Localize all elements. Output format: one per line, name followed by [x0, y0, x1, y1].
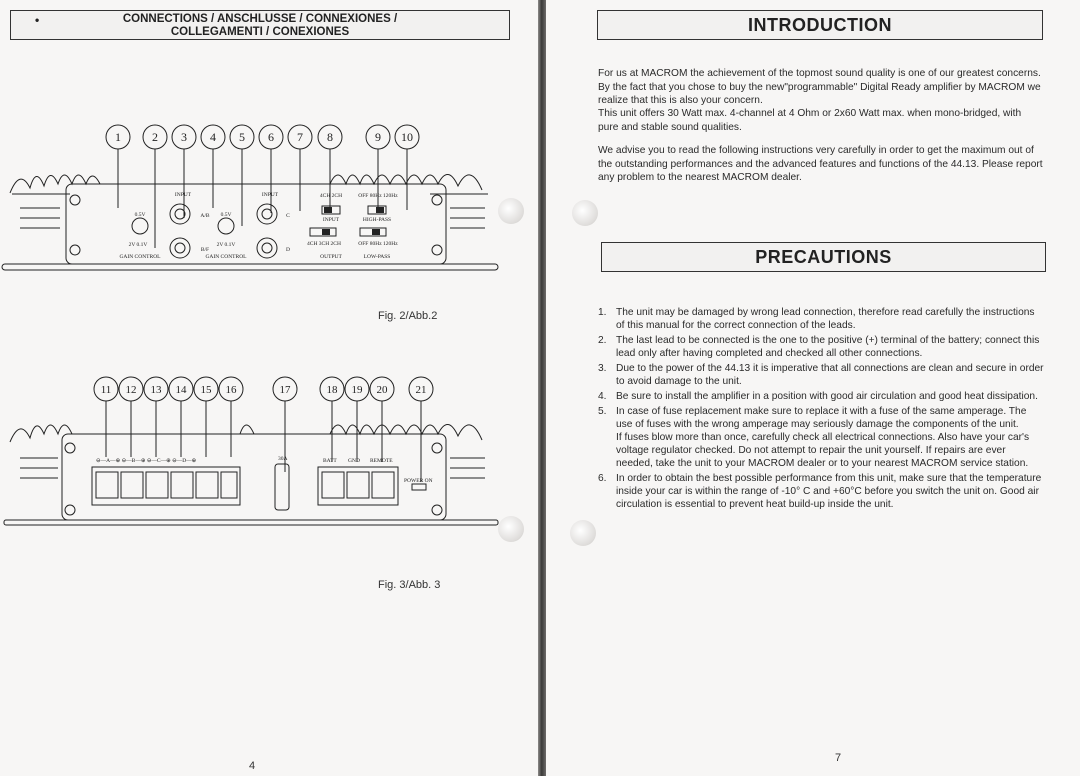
power-led	[412, 484, 426, 490]
precaution-number: 3.	[598, 363, 607, 374]
left-page-number: 4	[249, 760, 256, 772]
label-high-pass: HIGH-PASS	[362, 217, 392, 223]
label-batt: BATT	[323, 458, 337, 464]
precaution-text: Be sure to install the amplifier in a position with good air circulation and good heat dissipation.	[616, 391, 1038, 402]
precaution-text: In order to obtain the best possible performance from this unit, make sure that the temperature inside your car is within the range of -10° C and +60°C before you switch the unit on. Good air circulation is essential to prevent heat build-up inside the unit.	[616, 473, 1042, 510]
callout-5: 5	[239, 130, 245, 144]
label-gain-range-right: 2V 0.1V	[216, 242, 236, 248]
label-input-1: INPUT	[174, 192, 192, 198]
precautions-heading: PRECAUTIONS	[601, 242, 1046, 272]
callout-8: 8	[327, 130, 333, 144]
precaution-item	[598, 334, 1044, 360]
hole-punch-bottom-left	[498, 516, 524, 542]
callout-17: 17	[279, 384, 291, 396]
precautions-list	[598, 306, 1044, 513]
label-output: OUTPUT	[320, 254, 342, 260]
right-page-number: 7	[835, 752, 842, 764]
label-d: D	[286, 247, 290, 253]
callout-13: 13	[150, 384, 162, 396]
label-input-switch: INPUT	[322, 217, 340, 223]
callout-1: 1	[115, 130, 121, 144]
callout-4: 4	[210, 130, 216, 144]
label-c: C	[286, 213, 290, 219]
label-05v-a: 0.5V	[134, 212, 146, 218]
callout-18: 18	[326, 384, 338, 396]
precaution-item	[598, 472, 1044, 511]
figure-3-amplifier-rear-panel	[0, 372, 500, 532]
label-ab: A/B	[200, 213, 210, 219]
callout-10: 10	[401, 130, 413, 144]
precaution-number: 6.	[598, 473, 607, 484]
callout-20: 20	[376, 384, 388, 396]
connections-heading	[10, 10, 510, 40]
precaution-text: In case of fuse replacement make sure to replace it with a fuse of the same amperage. The use of fuses with the wrong amperage may seriously damage the components of the unit.	[616, 406, 1027, 430]
callout-15: 15	[200, 384, 212, 396]
hole-punch-bottom-right	[570, 520, 596, 546]
hole-punch-top-left	[498, 198, 524, 224]
callout-7: 7	[297, 130, 303, 144]
precaution-item	[598, 306, 1044, 332]
precaution-number: 2.	[598, 335, 607, 346]
fig3-screws	[65, 443, 442, 515]
label-fuse: 30A	[278, 456, 288, 462]
callout-3: 3	[181, 130, 187, 144]
intro-paragraph-3: We advise you to read the following instructions very carefully in order to get the maximum out of the outstanding performances and the advanced features and functions of the 44.13. Please report any problem to the nearest MACROM dealer.	[598, 145, 1043, 183]
precaution-number: 1.	[598, 307, 607, 318]
power-terminal-block	[318, 467, 398, 505]
label-input-2: INPUT	[261, 192, 279, 198]
label-hz-bottom: OFF 80Hz 120Hz	[358, 241, 398, 247]
speaker-terminal-block	[92, 467, 240, 505]
label-hz-top: OFF 80Hz 120Hz	[358, 193, 398, 199]
label-gain-range-left: 2V 0.1V	[128, 242, 148, 248]
label-low-pass: LOW-PASS	[363, 254, 391, 260]
connections-heading-line2: COLLEGAMENTI / CONEXIONES	[170, 26, 350, 38]
callout-16: 16	[225, 384, 237, 396]
heading-bullet: •	[35, 13, 40, 27]
label-remote: REMOTE	[370, 458, 393, 464]
label-bf: B/F	[200, 247, 210, 253]
callout-2: 2	[152, 130, 158, 144]
label-speaker-outputs: ⊖—A—⊕ ⊖—B—⊕ ⊖—C—⊕ ⊖—D—⊕	[96, 458, 197, 464]
precaution-item	[598, 362, 1044, 388]
connections-heading-line1: CONNECTIONS / ANSCHLUSSE / CONNEXIONES /	[122, 13, 398, 25]
precaution-number: 4.	[598, 391, 607, 402]
label-gnd: GND	[348, 458, 360, 464]
intro-paragraph-1: For us at MACROM the achievement of the topmost sound quality is one of our greatest concerns. By the fact that you chose to buy the new"programmable" Digital Ready amplifier by MACROM we realize that this is also your concern.	[598, 68, 1041, 106]
callout-14: 14	[175, 384, 187, 396]
hole-punch-top-right	[572, 200, 598, 226]
figure-3-caption: Fig. 3/Abb. 3	[378, 579, 441, 591]
precaution-text: The unit may be damaged by wrong lead connection, therefore read carefully the instructions of this manual for the correct connection of the leads.	[616, 307, 1035, 331]
callout-12: 12	[125, 384, 137, 396]
figure-2-caption: Fig. 2/Abb.2	[378, 310, 438, 322]
callout-6: 6	[268, 130, 274, 144]
precaution-text: Due to the power of the 44.13 it is imperative that all connections are clean and secure in order to avoid damage to the unit.	[616, 363, 1044, 387]
fuse-holder	[275, 464, 289, 510]
introduction-heading: INTRODUCTION	[597, 10, 1043, 40]
label-power-on: POWER ON	[404, 478, 433, 484]
label-05v-b: 0.5V	[220, 212, 232, 218]
precaution-text: The last lead to be connected is the one to the positive (+) terminal of the battery; connect this lead only after having completed and checked all other connections.	[616, 335, 1040, 359]
callout-19: 19	[351, 384, 363, 396]
callout-21: 21	[415, 384, 427, 396]
label-ch-bottom: 4CH 3CH 2CH	[307, 241, 341, 247]
precaution-item	[598, 405, 1044, 470]
book-spine	[538, 0, 546, 776]
label-ch-top: 4CH 2CH	[319, 193, 343, 199]
label-gain-control-left: GAIN CONTROL	[119, 254, 161, 260]
precaution-item	[598, 390, 1044, 403]
label-gain-control-right: GAIN CONTROL	[205, 254, 247, 260]
callout-11: 11	[100, 384, 112, 396]
precaution-extra-text: If fuses blow more than once, carefully check all electrical connections. Also have your car's voltage regulator checked. Do not attempt to repair the unit yourself. If repairs are ever needed, take the unit to your MACROM dealer or to your nearest MACROM service station.	[616, 432, 1030, 469]
precaution-number: 5.	[598, 406, 607, 417]
figure-2-amplifier-front-panel	[0, 118, 500, 278]
callout-9: 9	[375, 130, 381, 144]
intro-paragraph-2: This unit offers 30 Watt max. 4-channel at 4 Ohm or 2x60 Watt max. when mono-bridged, with pure and stable sound qualities.	[598, 108, 1022, 133]
